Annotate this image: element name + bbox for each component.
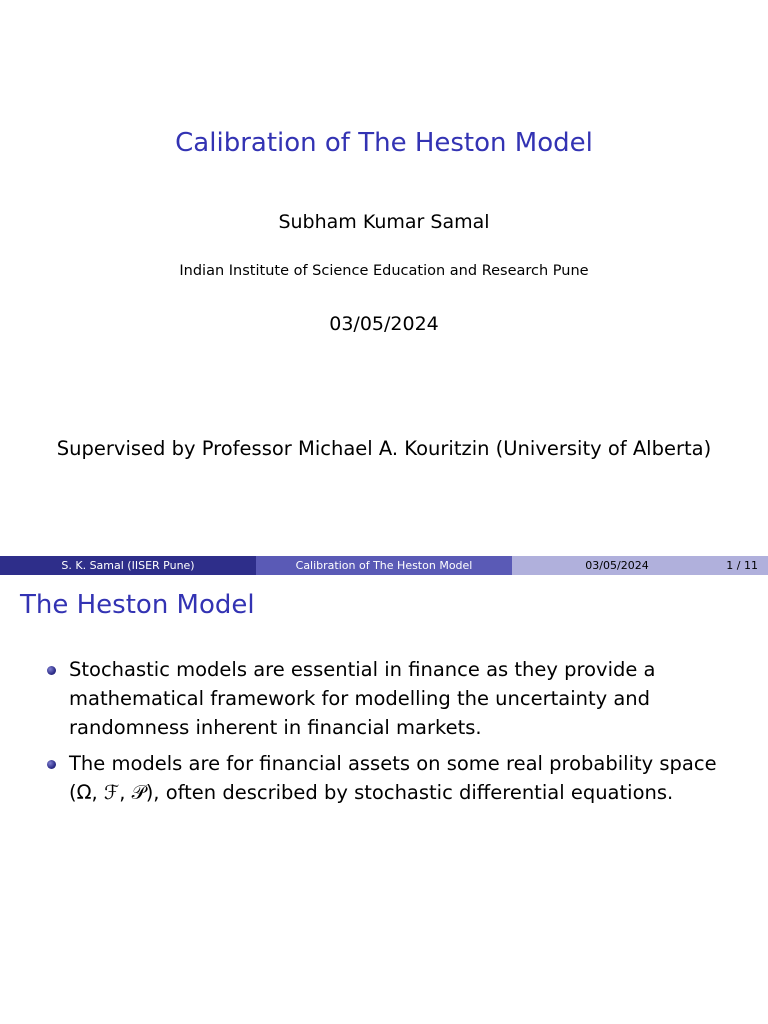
bullet-list xyxy=(44,655,744,814)
presentation-date: 03/05/2024 xyxy=(329,313,439,335)
bullet-item xyxy=(44,749,744,807)
author-name: Subham Kumar Samal xyxy=(278,211,490,233)
slide-footer xyxy=(0,556,768,575)
frame-title: The Heston Model xyxy=(20,590,255,620)
footer-author: S. K. Samal (IISER Pune) xyxy=(0,556,256,575)
footer-date: 03/05/2024 xyxy=(585,559,649,572)
footer-page-number: 1 / 11 xyxy=(726,559,758,572)
bullet-icon xyxy=(47,760,56,769)
bullet-icon xyxy=(47,666,56,675)
presentation-title: Calibration of The Heston Model xyxy=(175,128,593,158)
bullet-text: Stochastic models are essential in finance as they provide a mathematical framework for modelling the uncertainty and randomness inherent in financial markets. xyxy=(69,658,656,739)
footer-title: Calibration of The Heston Model xyxy=(256,556,512,575)
footer-date-page xyxy=(512,556,768,575)
bullet-text: The models are for financial assets on some real probability space (Ω, ℱ, 𝒫), often described by stochastic differential equations. xyxy=(69,752,717,804)
supervisor-line: Supervised by Professor Michael A. Kouritzin (University of Alberta) xyxy=(56,437,712,460)
content-slide xyxy=(0,575,768,1024)
institute-name: Indian Institute of Science Education and Research Pune xyxy=(179,263,589,279)
bullet-item xyxy=(44,655,744,742)
